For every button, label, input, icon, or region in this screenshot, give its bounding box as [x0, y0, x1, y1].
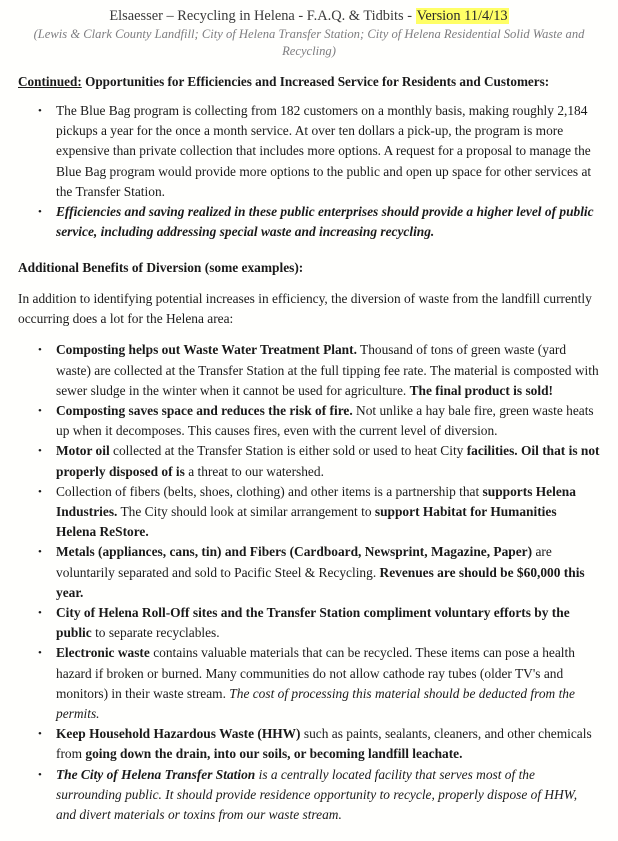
text-run: The final product is sold!	[409, 382, 553, 398]
text-run: Not unlike a hay bale fire, green waste heats up when it decomposes. This causes fires, even with the current level of diversion.	[56, 403, 594, 439]
list-item	[18, 101, 600, 202]
text-run: The cost of processing this material should be deducted from the permits.	[56, 685, 575, 722]
text-run: collected at the Transfer Station is either sold or used to heat City	[109, 443, 467, 459]
text-run: Motor oil	[56, 443, 110, 459]
text-run: Thousand of tons of green waste (yard waste) are collected at the Transfer Station at the full tipping fee rate. The material is composted with sewer sludge in the winter when it cannot be used for agriculture.	[56, 342, 599, 398]
continued-heading-rest: Opportunities for Efficiencies and Increased Service for Residents and Customers:	[81, 74, 550, 89]
text-run: facilities. Oil that is not properly disposed of is	[56, 443, 600, 479]
text-run: The Blue Bag program is collecting from 182 customers on a monthly basis, making roughly 2,184 pickups a year for the once a month service. At over ten dollars a pick-up, the program is more expensive than private collection that includes more options. A request for a proposal to manage the Blue Bag program would provide more options to the public and open up space for other services at the Transfer Station.	[56, 103, 592, 199]
text-run: Collection of fibers (belts, shoes, clothing) and other items is a partnership that	[56, 483, 483, 499]
title-main-text: Elsaesser – Recycling in Helena - F.A.Q. & Tidbits -	[109, 8, 416, 24]
text-run: Composting helps out Waste Water Treatment Plant.	[56, 342, 357, 358]
text-run: is a centrally located facility that serves most of the surrounding public. It should provide residence opportunity to recycle, properly dispose of HHW, and divert materials or toxins from our waste stream.	[56, 766, 578, 823]
text-run: Metals (appliances, cans, tin) and Fibers (Cardboard, Newsprint, Magazine, Paper)	[56, 544, 533, 560]
additional-benefits-heading: Additional Benefits of Diversion (some examples):	[18, 260, 304, 276]
text-run: to separate recyclables.	[91, 625, 220, 641]
list-item	[18, 724, 600, 764]
text-run: are voluntarily separated and sold to Pacific Steel & Recycling.	[56, 544, 552, 580]
continued-label: Continued:	[18, 74, 82, 89]
version-highlight: Version 11/4/13	[416, 8, 508, 24]
text-run: City of Helena Roll-Off sites and the Transfer Station compliment voluntary efforts by the public	[56, 605, 570, 641]
list-item	[18, 401, 600, 441]
document-header	[18, 7, 600, 59]
text-run: going down the drain, into our soils, or becoming landfill leachate.	[85, 746, 463, 762]
text-run: such as paints, sealants, cleaners, and other chemicals from	[56, 726, 592, 762]
text-run: Electronic waste	[56, 645, 150, 661]
document-subtitle: (Lewis & Clark County Landfill; City of Helena Transfer Station; City of Helena Residential Solid Waste and Recycling)	[33, 27, 585, 58]
list-item	[18, 542, 600, 603]
list-item	[18, 202, 600, 242]
list-item	[18, 482, 600, 543]
additional-benefits-bullets	[18, 340, 600, 825]
text-run: The City of Helena Transfer Station	[56, 766, 256, 782]
text-run: The City should look at similar arrangement to	[117, 504, 375, 520]
section-continued-heading	[18, 73, 600, 91]
list-item	[18, 441, 600, 481]
text-run: supports Helena Industries.	[56, 483, 576, 520]
text-run: Composting saves space and reduces the risk of fire.	[56, 403, 353, 419]
text-run: a threat to our watershed.	[184, 463, 324, 479]
list-item	[18, 765, 600, 826]
text-run: Revenues are should be $60,000 this year.	[56, 564, 585, 600]
section-continued-bullets	[18, 101, 600, 242]
text-run: contains valuable materials that can be recycled. These items can pose a health hazard if broken or burned. Many communities do not allow cathode ray tubes (older TV's and monitors) in their waste stream.	[56, 645, 575, 701]
text-run: Efficiencies and saving realized in these public enterprises should provide a higher level of public service, including addressing special waste and increasing recycling.	[56, 204, 594, 240]
list-item	[18, 340, 600, 401]
document-title	[18, 7, 600, 26]
text-run: Keep Household Hazardous Waste (HHW)	[56, 726, 301, 742]
list-item	[18, 643, 600, 724]
additional-benefits-intro: In addition to identifying potential increases in efficiency, the diversion of waste from the landfill currently occurring does a lot for the Helena area:	[18, 291, 592, 326]
list-item	[18, 603, 600, 643]
text-run: support Habitat for Humanities Helena ReStore.	[56, 504, 557, 540]
